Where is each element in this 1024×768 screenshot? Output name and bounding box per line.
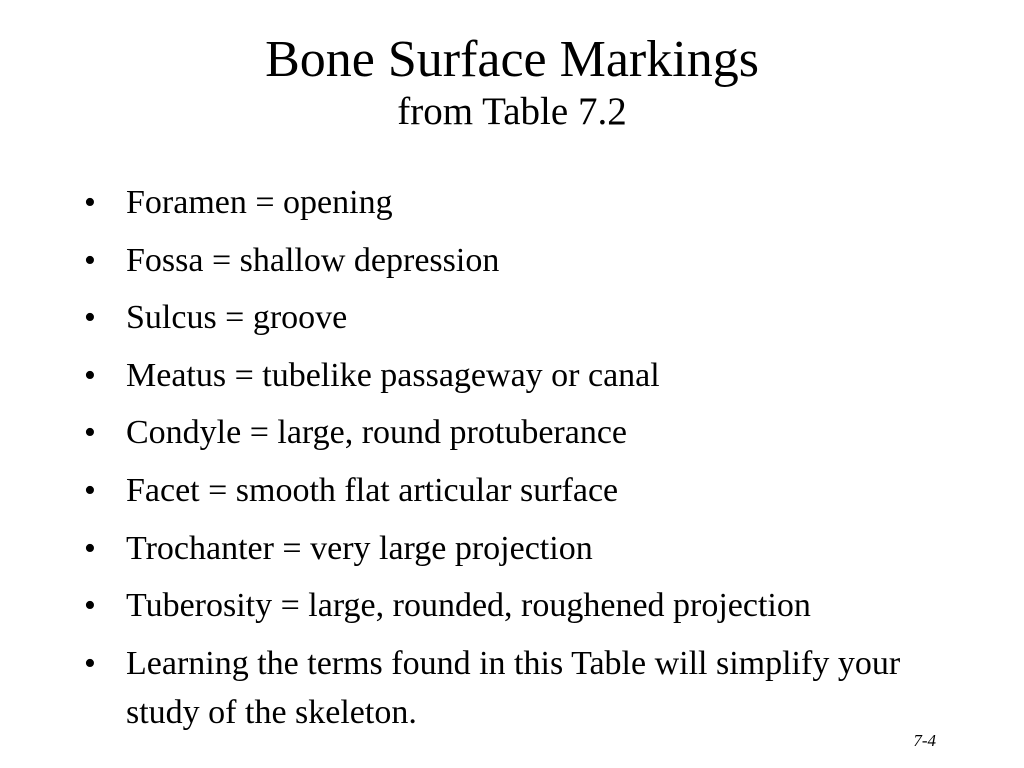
bullet-list <box>84 178 974 745</box>
bullet-item <box>84 351 974 400</box>
bullet-item <box>84 178 974 227</box>
bullet-item <box>84 524 974 573</box>
bullet-text: Meatus = tubelike passageway or canal <box>126 356 660 394</box>
bullet-text: Facet = smooth flat articular surface <box>126 471 619 509</box>
slide-title: Bone Surface Markings <box>265 31 759 88</box>
slide-subtitle: from Table 7.2 <box>397 90 627 133</box>
bullet-item <box>84 408 974 457</box>
bullet-icon: • <box>84 529 96 567</box>
bullet-item <box>84 466 974 515</box>
bullet-icon: • <box>84 644 96 682</box>
slide-title-block <box>0 30 1024 134</box>
bullet-text: Learning the terms found in this Table will simplify your study of the skeleton. <box>126 644 901 731</box>
bullet-item <box>84 581 974 630</box>
slide-number: 7-4 <box>913 731 936 750</box>
bullet-text: Fossa = shallow depression <box>126 241 500 279</box>
bullet-item <box>84 639 974 737</box>
bullet-text: Foramen = opening <box>126 184 393 221</box>
bullet-icon: • <box>84 414 96 452</box>
bullet-text: Trochanter = very large projection <box>126 529 593 567</box>
bullet-icon: • <box>84 356 96 394</box>
bullet-icon: • <box>84 471 96 509</box>
bullet-text: Condyle = large, round protuberance <box>126 414 628 452</box>
bullet-text: Sulcus = groove <box>126 299 348 337</box>
bullet-icon: • <box>84 184 96 221</box>
bullet-item <box>84 293 974 342</box>
bullet-icon: • <box>84 299 96 337</box>
bullet-text: Tuberosity = large, rounded, roughened projection <box>126 587 811 625</box>
bullet-icon: • <box>84 587 96 625</box>
bullet-icon: • <box>84 241 96 279</box>
bullet-item <box>84 236 974 285</box>
